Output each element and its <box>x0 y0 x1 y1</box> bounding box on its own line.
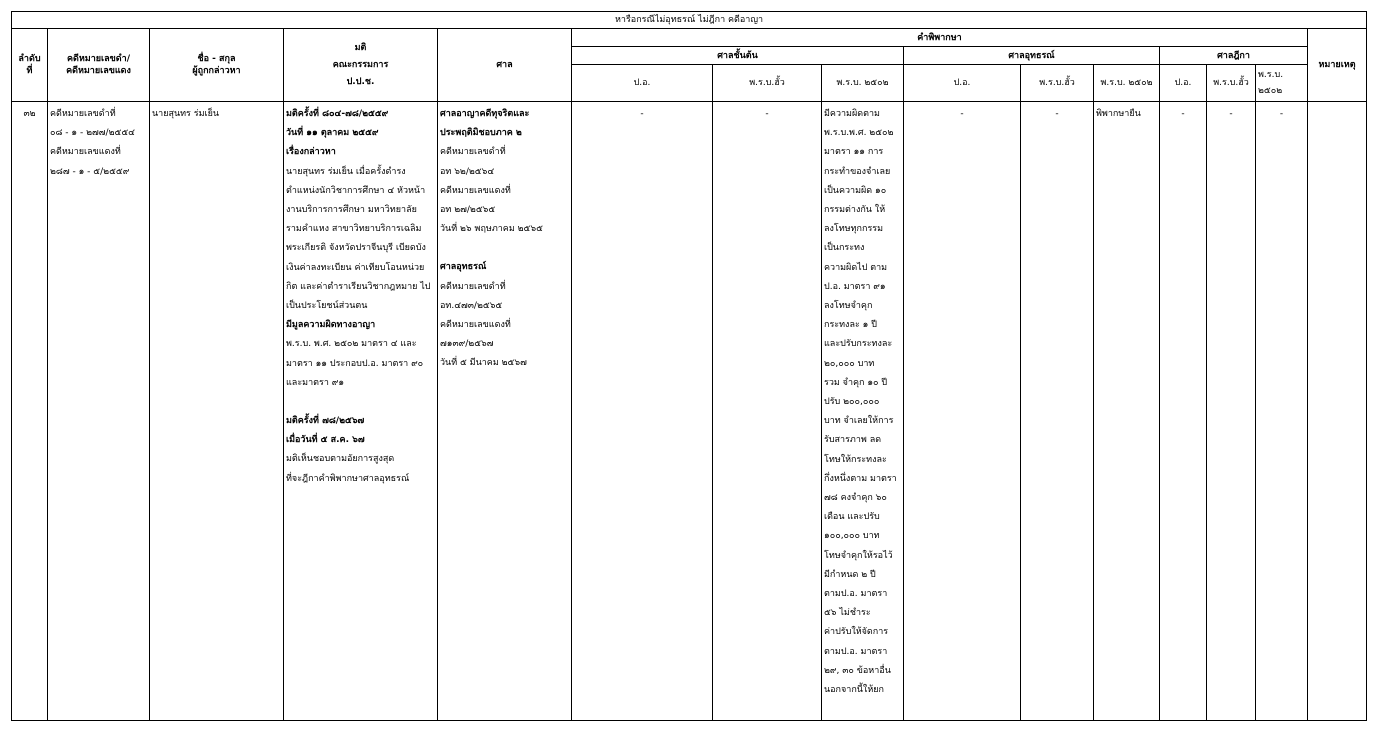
table-row <box>12 102 1367 721</box>
header-first-act: พ.ร.บ. ๒๕๐๒ <box>822 65 904 102</box>
cell-line: ศาลอุทธรณ์ <box>440 262 487 273</box>
cell-line: เป็นประโยชน์ส่วนตน <box>286 301 368 312</box>
cell-line: บาท จำเลยให้การ <box>824 416 894 427</box>
cell-line: รามคำแหง สาขาวิทยาบริการเฉลิม <box>286 224 422 235</box>
cell-line: กรรมต่างกัน ให้ <box>824 205 886 216</box>
cell-line: ๗๑๓๙/๒๕๖๗ <box>440 339 494 350</box>
cell-line: ลงโทษจำคุก <box>824 301 873 312</box>
cell-line: พระเกียรติ จังหวัดปราจีนบุรี เบียดบัง <box>286 243 426 254</box>
cell-supreme-act: - <box>1256 102 1308 721</box>
cell-line: วันที่ ๕ มีนาคม ๒๕๖๗ <box>440 358 527 369</box>
cell-line: อท.๔๗๓/๒๕๖๕ <box>440 300 503 311</box>
cell-line: มติครั้งที่ ๘๐๔-๗๘/๒๕๕๙ <box>286 109 389 119</box>
cell-name: นายสุนทร ร่มเย็น <box>150 102 284 721</box>
header-case-no: คดีหมายเลขดำ/ คดีหมายเลขแดง <box>48 29 150 102</box>
cell-line: นายสุนทร ร่มเย็น เมื่อครั้งดำรง <box>286 166 406 177</box>
cell-line: มีกำหนด ๒ ปี <box>824 569 876 580</box>
cell-line: งานบริการการศึกษา มหาวิทยาลัย <box>286 205 417 216</box>
cell-line: ตามป.อ. มาตรา <box>824 589 888 600</box>
header-supreme-act: พ.ร.บ. ๒๕๐๒ <box>1256 65 1308 102</box>
cell-line: คดีหมายเลขดำที่ <box>440 147 506 158</box>
header-appeal-act: พ.ร.บ. ๒๕๐๒ <box>1094 65 1160 102</box>
cell-line: พ.ร.บ. พ.ศ. ๒๕๐๒ มาตรา ๔ และ <box>286 339 417 350</box>
cell-line: กระทงละ ๑ ปี <box>824 320 877 331</box>
header-supreme-anti: พ.ร.บ.ฮั้ว <box>1207 65 1256 102</box>
cell-line: เงินค่าลงทะเบียน ค่าเทียบโอนหน่วย <box>286 262 425 273</box>
cell-line: และมาตรา ๙๑ <box>286 377 345 388</box>
cell-line: ประพฤติมิชอบภาค ๒ <box>440 128 522 139</box>
cell-line: ป.อ. มาตรา ๙๑ <box>824 281 886 292</box>
cell-line: นอกจากนี้ให้ยก <box>824 685 884 696</box>
header-appeal-court: ศาลอุทธรณ์ <box>904 47 1160 65</box>
cell-line: โทษจำคุกให้รอไว้ <box>824 550 893 561</box>
header-supreme-po: ป.อ. <box>1160 65 1207 102</box>
cell-line: ตำแหน่งนักวิชาการศึกษา ๔ หัวหน้า <box>286 185 426 196</box>
cell-remark <box>1308 102 1367 721</box>
cell-line <box>440 239 569 258</box>
header-supreme-court: ศาลฎีกา <box>1160 47 1308 65</box>
cell-court <box>438 102 572 721</box>
header-appeal-anti: พ.ร.บ.ฮั้ว <box>1021 65 1094 102</box>
cell-line: วันที่ ๑๑ ตุลาคม ๒๕๕๙ <box>286 128 379 139</box>
cell-line: ๑๐๐,๐๐๐ บาท <box>824 531 880 542</box>
header-court: ศาล <box>438 29 572 102</box>
cell-line: ตามป.อ. มาตรา <box>824 646 888 657</box>
cell-line: คดีหมายเลขแดงที่ <box>440 185 511 196</box>
cell-line: มาตรา ๑๑ ประกอบป.อ. มาตรา ๙๐ <box>286 358 424 369</box>
cell-line: โทษให้กระทงละ <box>824 454 887 465</box>
cell-line: ลงโทษทุกกรรม <box>824 224 884 235</box>
header-remark: หมายเหตุ <box>1308 29 1367 102</box>
cell-appeal-act: พิพากษายืน <box>1094 102 1160 721</box>
cell-line: กระทำของจำเลย <box>824 166 891 177</box>
cell-line: วันที่ ๒๖ พฤษภาคม ๒๕๖๕ <box>440 224 543 235</box>
cell-line: ๒๙, ๓๐ ข้อหาอื่น <box>824 665 891 676</box>
cell-first-po: - <box>572 102 713 721</box>
header-first-po: ป.อ. <box>572 65 713 102</box>
cell-line: มาตรา ๑๑ การ <box>824 147 884 158</box>
cell-line: ศาลอาญาคดีทุจริตและ <box>440 109 530 119</box>
cell-supreme-po: - <box>1160 102 1207 721</box>
header-first-court: ศาลชั้นต้น <box>572 47 904 65</box>
cell-line: รับสารภาพ ลด <box>824 435 882 446</box>
cell-order: ๓๒ <box>12 102 48 721</box>
cell-line: เรื่องกล่าวหา <box>286 147 336 158</box>
header-first-anti: พ.ร.บ.ฮั้ว <box>713 65 822 102</box>
cell-line: อท ๖๒/๒๕๖๔ <box>440 166 495 177</box>
cell-line: คดีหมายเลขแดงที่ <box>440 320 511 331</box>
cell-line: ที่จะฎีกาคำพิพากษาศาลอุทธรณ์ <box>286 473 410 484</box>
cell-line: มติครั้งที่ ๗๘/๒๕๖๗ <box>286 416 365 427</box>
cell-line: เดือน และปรับ <box>824 512 880 523</box>
cell-resolution <box>284 102 438 721</box>
cell-line: มีมูลความผิดทางอาญา <box>286 320 376 331</box>
cell-first-act <box>822 102 904 721</box>
cell-line: กิต และค่าตำราเรียนวิชากฎหมาย ไป <box>286 281 431 292</box>
header-judgment: คำพิพากษา <box>572 29 1308 47</box>
cell-line: ความผิดไป ตาม <box>824 262 888 273</box>
cell-line: มีความผิดตาม <box>824 109 880 119</box>
cell-line: กึ่งหนึ่งตาม มาตรา <box>824 473 897 484</box>
header-order: ลำดับ ที่ <box>12 29 48 102</box>
cell-line <box>286 393 435 412</box>
cell-appeal-anti: - <box>1021 102 1094 721</box>
cell-line: ค่าปรับให้จัดการ <box>824 627 889 638</box>
cell-appeal-po: - <box>904 102 1021 721</box>
cell-line: พ.ร.บ.พ.ศ. ๒๕๐๒ <box>824 128 894 139</box>
cell-line: เมื่อวันที่ ๕ ส.ค. ๖๗ <box>286 435 365 446</box>
cell-line: และปรับกระทงละ <box>824 339 893 350</box>
cell-line: คดีหมายเลขดำที่ <box>440 281 506 292</box>
cell-line: เป็นกระทง <box>824 243 865 254</box>
cell-line: เป็นความผิด ๑๐ <box>824 185 887 196</box>
header-name: ชื่อ - สกุล ผู้ถูกกล่าวหา <box>150 29 284 102</box>
cell-line: ๒๐,๐๐๐ บาท <box>824 358 875 369</box>
judgment-table <box>11 11 1367 721</box>
header-resolution: มติ คณะกรรมการ ป.ป.ช. <box>284 29 438 102</box>
cell-line: รวม จำคุก ๑๐ ปี <box>824 377 888 388</box>
cell-line: ๗๘ คงจำคุก ๖๐ <box>824 493 887 504</box>
cell-line: ปรับ ๒๐๐,๐๐๐ <box>824 397 880 408</box>
table-title: หารือกรณีไม่อุทธรณ์ ไม่ฎีกา คดีอาญา <box>12 12 1367 29</box>
header-appeal-po: ป.อ. <box>904 65 1021 102</box>
cell-first-anti: - <box>713 102 822 721</box>
cell-line: มติเห็นชอบตามอัยการสูงสุด <box>286 454 395 465</box>
cell-line: อท ๒๗/๒๕๖๕ <box>440 205 496 216</box>
cell-supreme-anti: - <box>1207 102 1256 721</box>
cell-case-no: คดีหมายเลขดำที่ ๐๘ - ๑ - ๒๗๗/๒๕๕๔ คดีหมายเลขแดงที่ ๒๘๗ - ๑ - ๕/๒๕๕๙ <box>48 102 150 721</box>
cell-line: ๕๖ ไม่ชำระ <box>824 608 871 619</box>
